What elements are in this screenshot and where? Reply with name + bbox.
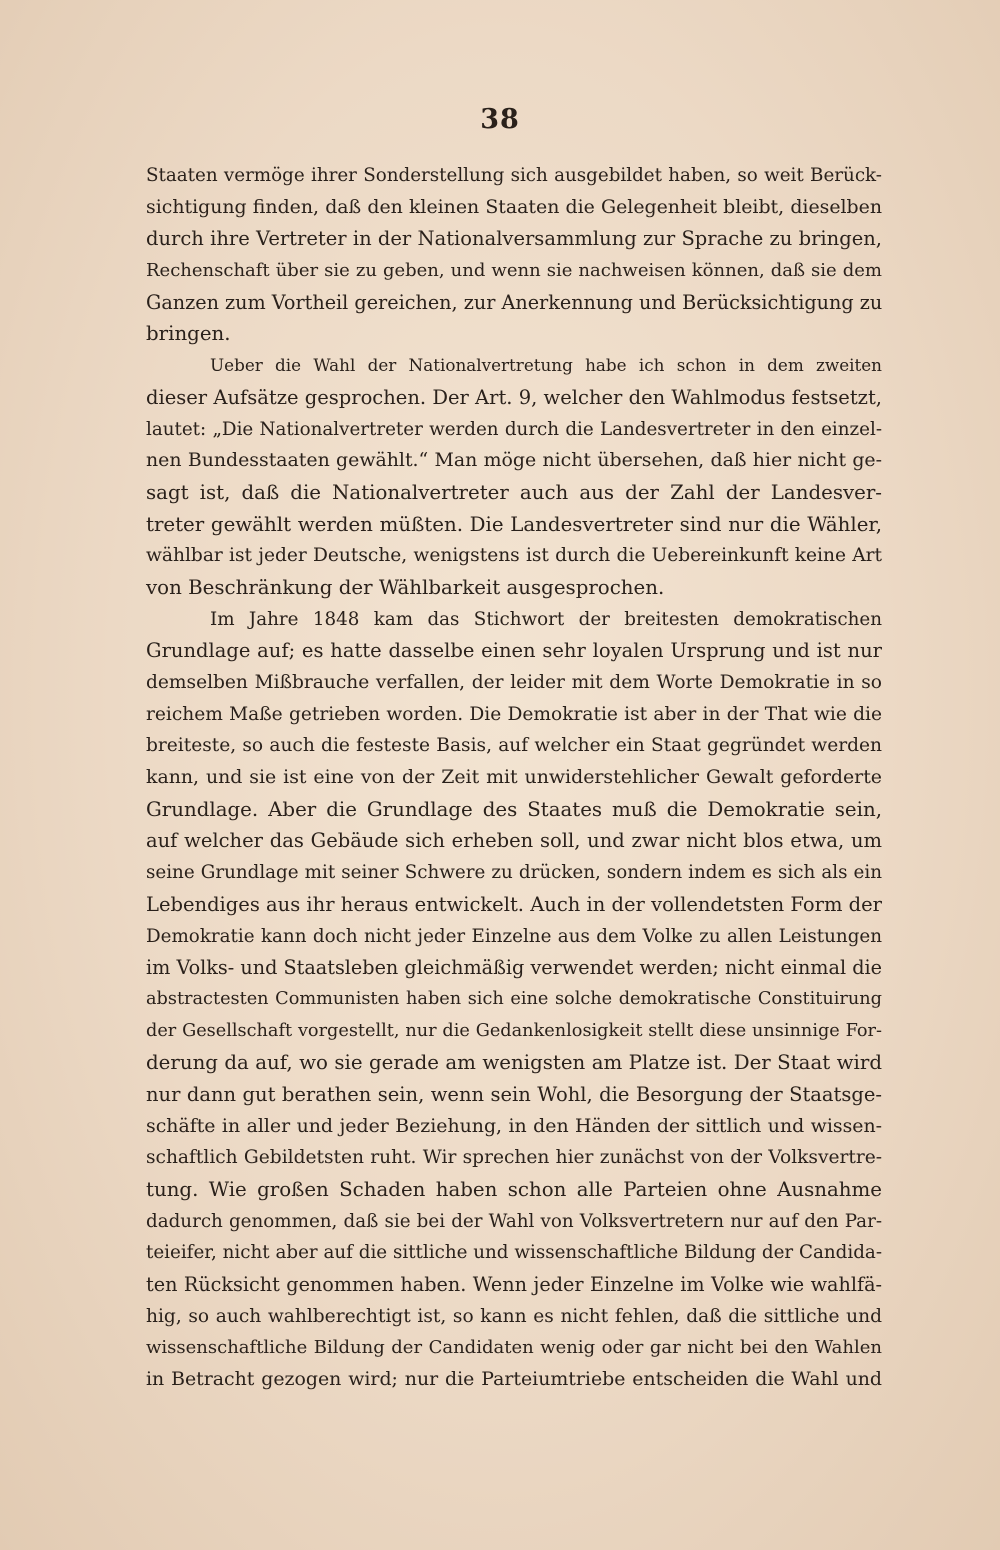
text-line: Staaten vermöge ihrer Sonderstellung sich ausgebildet haben, so weit Berück-	[146, 165, 882, 186]
text-line: kann, und sie ist eine von der Zeit mit unwiderstehlicher Gewalt geforderte	[146, 766, 882, 789]
text-line: breiteste, so auch die festeste Basis, auf welcher ein Staat gegründet werden	[146, 735, 882, 757]
body-text	[146, 160, 882, 1396]
text-line: derung da auf, wo sie gerade am wenigsten am Platze ist. Der Staat wird	[146, 1051, 882, 1075]
text-line: Lebendiges aus ihr heraus entwickelt. Auch in der vollendetsten Form der	[146, 892, 882, 916]
text-line: schaftlich Gebildetsten ruht. Wir sprechen hier zunächst von der Volksvertre-	[146, 1147, 882, 1169]
text-line: sichtigung finden, daß den kleinen Staaten die Gelegenheit bleibt, dieselben	[146, 195, 882, 218]
text-line: seine Grundlage mit seiner Schwere zu drücken, sondern indem es sich als ein	[146, 862, 882, 884]
text-line: Ganzen zum Vortheil gereichen, zur Anerkennung und Berücksichtigung zu	[146, 290, 883, 314]
text-line: im Volks- und Staatsleben gleichmäßig verwendet werden; nicht einmal die	[146, 956, 882, 980]
text-line: auf welcher das Gebäude sich erheben soll, und zwar nicht blos etwa, um	[146, 829, 882, 853]
text-line: schäfte in aller und jeder Beziehung, in den Händen der sittlich und wissen-	[146, 1114, 882, 1137]
text-line: tung. Wie großen Schaden haben schon alle Parteien ohne Ausnahme	[146, 1178, 882, 1201]
text-line: lautet: „Die Nationalvertreter werden durch die Landesvertreter in den einzel-	[146, 418, 882, 440]
text-line: von Beschränkung der Wählbarkeit ausgesprochen.	[146, 575, 665, 599]
text-line: nen Bundesstaaten gewählt.“ Man möge nicht übersehen, daß hier nicht ge-	[146, 449, 882, 472]
text-line: teieifer, nicht aber auf die sittliche und wissenschaftliche Bildung der Candida-	[146, 1242, 882, 1264]
text-line: reichem Maße getrieben worden. Die Demokratie ist aber in der That wie die	[146, 703, 882, 725]
text-line: Im Jahre 1848 kam das Stichwort der breitesten demokratischen	[210, 608, 882, 630]
text-line: wissenschaftliche Bildung der Candidaten wenig oder gar nicht bei den Wahlen	[146, 1337, 882, 1359]
text-line: dadurch genommen, daß sie bei der Wahl von Volksvertretern nur auf den Par-	[146, 1210, 882, 1232]
page-number: 38	[480, 104, 520, 135]
text-line: Grundlage auf; es hatte dasselbe einen sehr loyalen Ursprung und ist nur	[146, 639, 882, 663]
text-line: ten Rücksicht genommen haben. Wenn jeder Einzelne im Volke wie wahlfä-	[146, 1273, 882, 1297]
text-line: in Betracht gezogen wird; nur die Parteiumtriebe entscheiden die Wahl und	[146, 1368, 882, 1391]
text-line: dieser Aufsätze gesprochen. Der Art. 9, welcher den Wahlmodus festsetzt,	[146, 385, 882, 409]
text-line: treter gewählt werden müßten. Die Landesvertreter sind nur die Wähler,	[146, 512, 882, 536]
text-line: Grundlage. Aber die Grundlage des Staates muß die Demokratie sein,	[146, 797, 882, 821]
text-line: nur dann gut berathen sein, wenn sein Wohl, die Besorgung der Staatsge-	[146, 1082, 882, 1106]
text-line: der Gesellschaft vorgestellt, nur die Gedankenlosigkeit stellt diese unsinnige For-	[146, 1020, 882, 1041]
text-line: sagt ist, daß die Nationalvertreter auch aus der Zahl der Landesver-	[146, 480, 882, 504]
text-line: Demokratie kann doch nicht jeder Einzelne aus dem Volke zu allen Leistungen	[146, 925, 882, 947]
text-line: wählbar ist jeder Deutsche, wenigstens ist durch die Uebereinkunft keine Art	[146, 545, 882, 567]
text-line: durch ihre Vertreter in der Nationalversammlung zur Sprache zu bringen,	[146, 227, 882, 251]
text-line: Ueber die Wahl der Nationalvertretung habe ich schon in dem zweiten	[210, 355, 882, 376]
text-line: bringen.	[146, 322, 231, 346]
text-line: demselben Mißbrauche verfallen, der leider mit dem Worte Demokratie in so	[146, 672, 882, 693]
text-line: Rechenschaft über sie zu geben, und wenn sie nachweisen können, daß sie dem	[146, 260, 882, 282]
text-line: hig, so auch wahlberechtigt ist, so kann es nicht fehlen, daß die sittliche und	[146, 1305, 882, 1327]
text-line: abstractesten Communisten haben sich eine solche demokratische Constituirung	[146, 988, 882, 1009]
